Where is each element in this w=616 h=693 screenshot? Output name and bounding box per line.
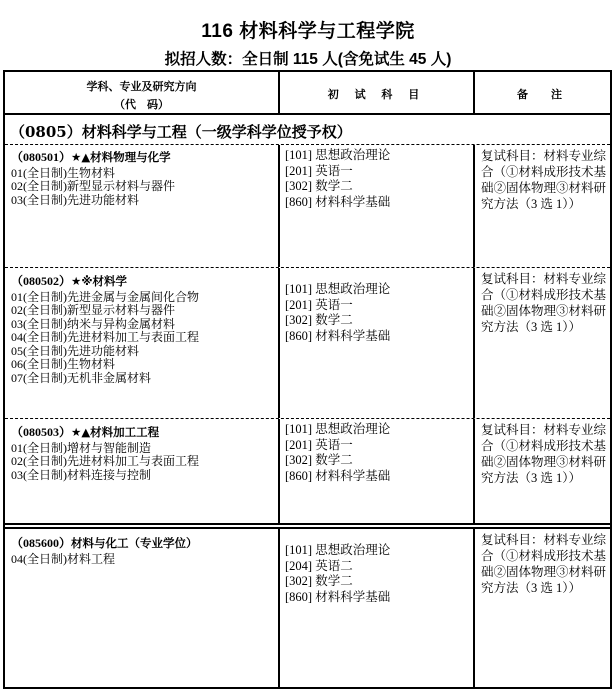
- direction-item: 02(全日制)新型显示材料与器件: [11, 303, 175, 317]
- enrollment-subtitle: 拟招人数：全日制 115 人(含免试生 45 人): [164, 51, 452, 68]
- major-cell: [5, 529, 280, 687]
- direction-item: 07(全日制)无机非金属材料: [11, 370, 151, 385]
- subject-item: [302] 数学二: [285, 453, 353, 467]
- subject-item: [101] 思想政治理论: [285, 148, 391, 162]
- header-major-label: 学科、专业及研究方向: [86, 80, 197, 93]
- admissions-table: [3, 70, 612, 689]
- subject-item: [860] 材料科学基础: [285, 328, 391, 343]
- direction-item: 03(全日制)材料连接与控制: [11, 467, 151, 482]
- direction-item: 01(全日制)增材与智能制造: [11, 440, 151, 455]
- table-row: [5, 419, 610, 523]
- subject-item: [101] 思想政治理论: [285, 543, 391, 557]
- subjects-cell: [280, 529, 475, 687]
- note-cell: 复试科目：材料专业综合（①材料成形技术基础②固体物理③材料研究方法（3 选 1））: [481, 423, 607, 485]
- direction-item: 01(全日制)生物材料: [11, 165, 115, 180]
- note-cell: 复试科目：材料专业综合（①材料成形技术基础②固体物理③材料研究方法（3 选 1））: [481, 533, 607, 595]
- direction-item: 04(全日制)材料工程: [11, 551, 115, 566]
- subject-item: [860] 材料科学基础: [285, 468, 391, 483]
- major-title: （080502）★※材料学: [11, 274, 128, 288]
- direction-item: 05(全日制)先进功能材料: [11, 343, 139, 358]
- direction-item: 06(全日制)生物材料: [11, 357, 115, 371]
- note-cell: 复试科目：材料专业综合（①材料成形技术基础②固体物理③材料研究方法（3 选 1））: [481, 272, 607, 334]
- subject-item: [101] 思想政治理论: [285, 422, 391, 436]
- subject-item: [101] 思想政治理论: [285, 282, 391, 296]
- major-cell: [5, 268, 280, 418]
- direction-item: 02(全日制)新型显示材料与器件: [11, 179, 175, 193]
- subject-item: [201] 英语一: [285, 297, 353, 312]
- document-title: 116 材料科学与工程学院: [201, 21, 415, 42]
- table-row: [5, 268, 610, 419]
- subject-item: [302] 数学二: [285, 313, 353, 327]
- direction-item: 04(全日制)先进材料加工与表面工程: [11, 330, 199, 344]
- subject-item: [860] 材料科学基础: [285, 589, 391, 604]
- major-title: （080501）★▲材料物理与化学: [11, 150, 171, 164]
- table-row: [5, 529, 610, 687]
- subject-item: [201] 英语一: [285, 163, 353, 178]
- table-row: [5, 145, 610, 268]
- note-cell: 复试科目：材料专业综合（①材料成形技术基础②固体物理③材料研究方法（3 选 1））: [481, 149, 607, 211]
- header-notes: 备 注: [475, 72, 610, 115]
- major-title: （085600）材料与化工（专业学位）: [11, 536, 198, 550]
- subject-item: [302] 数学二: [285, 179, 353, 193]
- section-heading: （0805）材料科学与工程（一级学科学位授予权）: [5, 115, 610, 145]
- subjects-cell: [280, 145, 475, 267]
- header-exam-subjects: 初 试 科 目: [280, 72, 475, 115]
- direction-item: 01(全日制)先进金属与金属间化合物: [11, 289, 199, 304]
- direction-item: 03(全日制)纳米与异构金属材料: [11, 316, 175, 331]
- header-major-code-label: （代 码）: [114, 98, 169, 111]
- direction-item: 02(全日制)先进材料加工与表面工程: [11, 454, 199, 468]
- major-title: （080503）★▲材料加工工程: [11, 425, 160, 439]
- header-major: [5, 72, 280, 115]
- subjects-cell: [280, 419, 475, 523]
- subject-item: [201] 英语一: [285, 437, 353, 452]
- major-cell: [5, 145, 280, 267]
- subject-item: [302] 数学二: [285, 574, 353, 588]
- subject-item: [860] 材料科学基础: [285, 194, 391, 209]
- direction-item: 03(全日制)先进功能材料: [11, 192, 139, 207]
- subjects-cell: [280, 268, 475, 418]
- major-cell: [5, 419, 280, 523]
- subject-item: [204] 英语二: [285, 558, 353, 573]
